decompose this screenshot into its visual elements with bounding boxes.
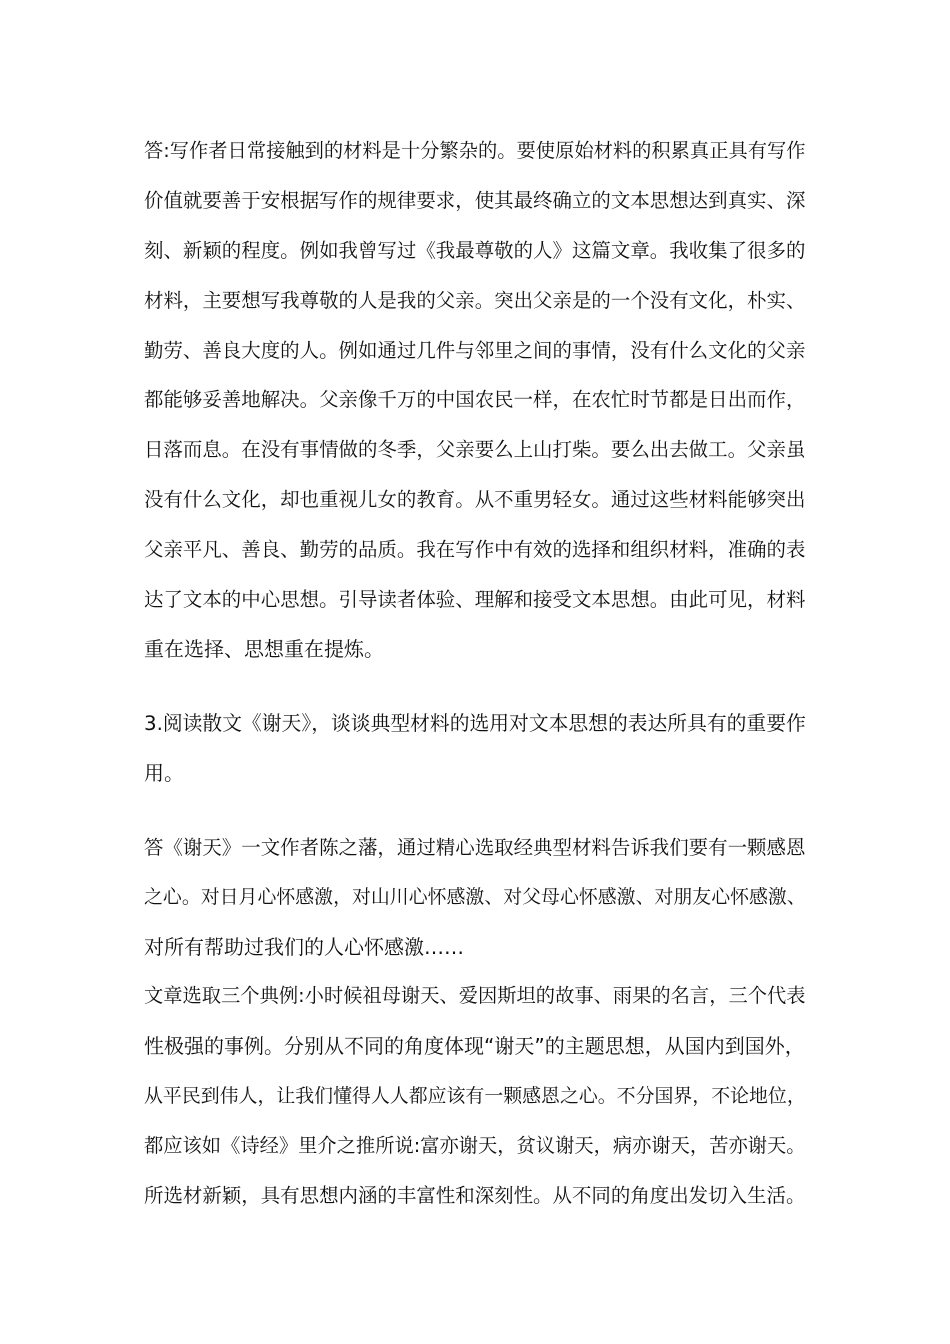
text-line: 刻、新颖的程度。例如我曾写过《我最尊敬的人》这篇文章。我收集了很多的 [144,239,806,262]
text-line: 达了文本的中心思想。引导读者体验、理解和接受文本思想。由此可见，材料 [144,588,806,611]
text-line: 都应该如《诗经》里介之推所说:富亦谢天，贫议谢天，病亦谢天，苦亦谢天。 [144,1134,806,1157]
text-line: 重在选择、思想重在提炼。 [144,637,384,661]
question-line: 3.阅读散文《谢天》，谈谈典型材料的选用对文本思想的表达所具有的重要作 [144,712,806,735]
text-line: 从平民到伟人，让我们懂得人人都应该有一颗感恩之心。不分国界，不论地位， [144,1085,806,1107]
answer-line: 对所有帮助过我们的人心怀感激…… [144,935,464,959]
text-line: 都能够妥善地解决。父亲像千万的中国农民一样，在农忙时节都是日出而作， [144,388,806,411]
text-line: 性极强的事例。分别从不同的角度体现“谢天”的主题思想，从国内到国外， [144,1034,805,1058]
text-line: 没有什么文化，却也重视儿女的教育。从不重男轻女。通过这些材料能够突出 [144,488,806,511]
text-line: 材料，主要想写我尊敬的人是我的父亲。突出父亲是的一个没有文化，朴实、 [144,289,806,312]
answer-line: 答《谢天》一文作者陈之藩，通过精心选取经典型材料告诉我们要有一颗感恩 [144,836,806,859]
text-line: 价值就要善于安根据写作的规律要求，使其最终确立的文本思想达到真实、深 [144,189,806,212]
text-line: 所选材新颖，具有思想内涵的丰富性和深刻性。从不同的角度出发切入生活。 [144,1184,806,1207]
text-line: 日落而息。在没有事情做的冬季，父亲要么上山打柴。要么出去做工。父亲虽 [144,438,806,461]
text-line: 文章选取三个典例:小时候祖母谢天、爱因斯坦的故事、雨果的名言，三个代表 [144,984,806,1007]
answer-line: 之心。对日月心怀感激，对山川心怀感激、对父母心怀感激、对朋友心怀感激、 [144,886,806,908]
text-line: 勤劳、善良大度的人。例如通过几件与邻里之间的事情，没有什么文化的父亲 [144,339,806,362]
question-line: 用。 [144,761,184,785]
text-line: 父亲平凡、善良、勤劳的品质。我在写作中有效的选择和组织材料，准确的表 [144,538,806,561]
text-line: 答:写作者日常接触到的材料是十分繁杂的。要使原始材料的积累真正具有写作 [144,139,806,162]
